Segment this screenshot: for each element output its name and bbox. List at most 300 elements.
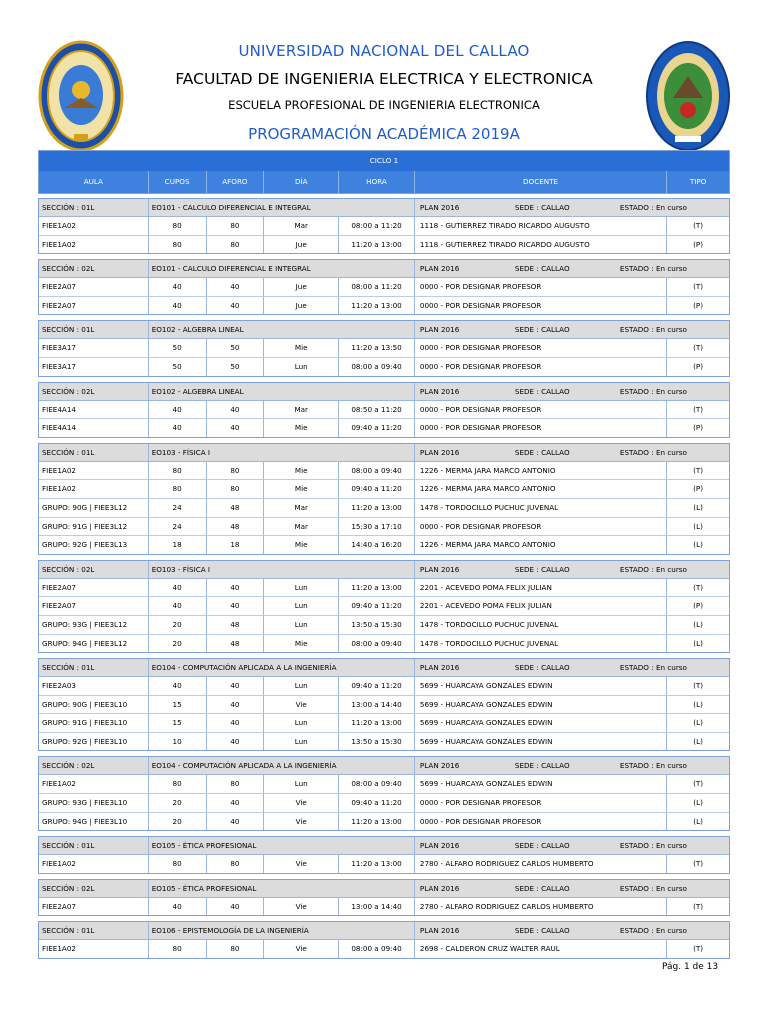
section-meta: [415, 880, 729, 897]
cell-tipo: (T): [693, 901, 704, 911]
cell-hora: 11:20 a 13:50: [339, 339, 415, 357]
cell-docente: 0000 - POR DESIGNAR PROFESOR: [415, 518, 667, 536]
section-header-row: [39, 199, 729, 217]
cell-cupos: 15: [149, 696, 207, 714]
cell-docente: 0000 - POR DESIGNAR PROFESOR: [415, 297, 667, 315]
cell-tipo: (L): [693, 521, 703, 531]
cell-tipo: (L): [693, 638, 703, 648]
cell-dia: Mie: [264, 480, 339, 498]
course-section-block: [38, 560, 730, 653]
column-header-tipo: TIPO: [689, 177, 707, 186]
cell-cupos: 80: [149, 236, 207, 254]
sede-label: SEDE : CALLAO: [514, 325, 570, 335]
cell-tipo: (T): [693, 681, 704, 691]
cell-docente: 5699 - HUARCAYA GONZALES EDWIN: [415, 733, 667, 751]
cell-tipo: (T): [693, 343, 704, 353]
cell-tipo: (L): [693, 699, 703, 709]
cell-aula: GRUPO: 92G | FIEE3L13: [39, 536, 149, 554]
cell-hora: 09:40 a 11:20: [339, 419, 415, 437]
cell-docente: 2780 - ALFARO RODRIGUEZ CARLOS HUMBERTO: [415, 898, 667, 916]
cell-aula: FIEE1A02: [39, 775, 149, 793]
cell-cupos: 20: [149, 794, 207, 812]
sede-label: SEDE : CALLAO: [514, 926, 570, 936]
cell-aula: FIEE1A02: [39, 940, 149, 958]
estado-label: ESTADO : En curso: [619, 264, 687, 274]
cell-hora: 08:00 a 11:20: [339, 278, 415, 296]
cell-aforo: 80: [207, 855, 265, 873]
page-title: PROGRAMACIÓN ACADÉMICA 2019A: [248, 125, 520, 143]
cell-aforo: 80: [207, 940, 265, 958]
sede-label: SEDE : CALLAO: [514, 264, 570, 274]
page-number: Pág. 1 de 13: [662, 962, 719, 972]
cell-tipo: (L): [693, 736, 703, 746]
section-meta: [415, 444, 729, 461]
cell-tipo: (L): [693, 816, 703, 826]
course-name: EO101 - CALCULO DIFERENCIAL E INTEGRAL: [149, 260, 415, 277]
column-header-row: [39, 171, 729, 193]
cell-aula: FIEE3A17: [39, 339, 149, 357]
sede-label: SEDE : CALLAO: [514, 663, 570, 673]
cell-hora: 13:00 a 14:40: [339, 696, 415, 714]
cell-aula: GRUPO: 93G | FIEE3L12: [39, 616, 149, 634]
column-header-aforo: AFORO: [207, 171, 265, 193]
section-code: SECCIÓN : 01L: [39, 837, 149, 854]
section-code: SECCIÓN : 02L: [39, 260, 149, 277]
cell-tipo: (T): [693, 282, 704, 292]
cell-hora: 13:00 a 14:40: [339, 898, 415, 916]
cell-aula: FIEE2A03: [39, 677, 149, 695]
table-row: [39, 733, 729, 751]
plan-label: PLAN 2016: [419, 264, 460, 274]
cell-dia: Mie: [264, 635, 339, 653]
faculty-name: FACULTAD DE INGENIERIA ELECTRICA Y ELECTRONICA: [175, 70, 593, 88]
cell-aforo: 40: [207, 794, 265, 812]
cell-dia: Lun: [264, 775, 339, 793]
cell-dia: Mie: [264, 536, 339, 554]
cell-cupos: 50: [149, 339, 207, 357]
cell-hora: 08:00 a 11:20: [339, 217, 415, 235]
cell-cupos: 40: [149, 419, 207, 437]
table-row: [39, 714, 729, 733]
plan-label: PLAN 2016: [419, 883, 460, 893]
course-name: EO105 - ÉTICA PROFESIONAL: [149, 880, 415, 897]
section-meta: [415, 561, 729, 578]
cell-aula: FIEE1A02: [39, 217, 149, 235]
cell-dia: Lun: [264, 677, 339, 695]
cell-docente: 2201 - ACEVEDO POMA FELIX JULIAN: [415, 597, 667, 615]
cell-cupos: 15: [149, 714, 207, 732]
cell-aforo: 48: [207, 499, 265, 517]
table-row: [39, 813, 729, 831]
cell-dia: Vie: [264, 696, 339, 714]
cell-docente: 0000 - POR DESIGNAR PROFESOR: [415, 401, 667, 419]
cell-hora: 09:40 a 11:20: [339, 677, 415, 695]
plan-label: PLAN 2016: [419, 564, 460, 574]
cell-dia: Lun: [264, 714, 339, 732]
cell-cupos: 24: [149, 518, 207, 536]
cell-cupos: 50: [149, 358, 207, 376]
section-header-row: [39, 321, 729, 339]
cell-cupos: 18: [149, 536, 207, 554]
table-row: [39, 775, 729, 794]
cell-aula: FIEE2A07: [39, 278, 149, 296]
cell-dia: Lun: [264, 733, 339, 751]
course-section-block: [38, 836, 730, 874]
cell-aforo: 40: [207, 579, 265, 597]
cell-tipo: (L): [693, 540, 703, 550]
cell-cupos: 20: [149, 813, 207, 831]
course-sections: [38, 198, 730, 959]
table-row: [39, 462, 729, 481]
cell-docente: 2698 - CALDERON CRUZ WALTER RAUL: [415, 940, 667, 958]
table-row: [39, 898, 729, 916]
section-meta: [415, 321, 729, 338]
cell-tipo: (T): [693, 859, 704, 869]
cell-aula: GRUPO: 91G | FIEE3L12: [39, 518, 149, 536]
cell-hora: 13:50 a 15:30: [339, 733, 415, 751]
cell-hora: 11:20 a 13:00: [339, 579, 415, 597]
cell-tipo: (L): [693, 718, 703, 728]
cell-docente: 0000 - POR DESIGNAR PROFESOR: [415, 339, 667, 357]
cell-aforo: 80: [207, 480, 265, 498]
cell-cupos: 24: [149, 499, 207, 517]
cell-tipo: (T): [693, 221, 704, 230]
cell-dia: Jue: [264, 236, 339, 254]
table-row: [39, 358, 729, 376]
cell-hora: 08:00 a 09:40: [339, 940, 415, 958]
cell-aula: FIEE2A07: [39, 898, 149, 916]
plan-label: PLAN 2016: [419, 325, 460, 335]
cell-tipo: (T): [693, 779, 704, 789]
cell-aula: GRUPO: 92G | FIEE3L10: [39, 733, 149, 751]
cell-cupos: 40: [149, 278, 207, 296]
course-section-block: [38, 658, 730, 751]
section-code: SECCIÓN : 02L: [39, 757, 149, 774]
cell-hora: 11:20 a 13:00: [339, 855, 415, 873]
course-section-block: [38, 320, 730, 376]
cell-aula: FIEE1A02: [39, 236, 149, 254]
cell-cupos: 80: [149, 855, 207, 873]
cell-docente: 5699 - HUARCAYA GONZALES EDWIN: [415, 696, 667, 714]
course-section-block: [38, 879, 730, 917]
section-code: SECCIÓN : 01L: [39, 199, 149, 216]
cell-tipo: (T): [693, 582, 704, 592]
section-meta: [415, 922, 729, 939]
cell-aforo: 80: [207, 217, 265, 235]
cell-hora: 08:00 a 09:40: [339, 775, 415, 793]
plan-label: PLAN 2016: [419, 447, 460, 457]
section-meta: [415, 757, 729, 774]
table-row: [39, 518, 729, 537]
cell-cupos: 40: [149, 597, 207, 615]
cell-tipo: (P): [693, 484, 704, 494]
sede-label: SEDE : CALLAO: [514, 761, 570, 771]
cell-dia: Vie: [264, 813, 339, 831]
cell-hora: 08:00 a 09:40: [339, 462, 415, 480]
cell-aforo: 80: [207, 775, 265, 793]
section-code: SECCIÓN : 01L: [39, 444, 149, 461]
cell-tipo: (P): [693, 361, 704, 371]
cell-aforo: 40: [207, 597, 265, 615]
cell-aula: FIEE1A02: [39, 462, 149, 480]
cell-aforo: 48: [207, 616, 265, 634]
course-section-block: [38, 259, 730, 315]
cell-hora: 09:40 a 11:20: [339, 480, 415, 498]
cell-docente: 0000 - POR DESIGNAR PROFESOR: [415, 278, 667, 296]
section-header-row: [39, 659, 729, 677]
cell-docente: 1118 - GUTIERREZ TIRADO RICARDO AUGUSTO: [415, 217, 667, 235]
university-name: UNIVERSIDAD NACIONAL DEL CALLAO: [238, 42, 530, 60]
plan-label: PLAN 2016: [419, 926, 460, 936]
cell-aula: FIEE1A02: [39, 480, 149, 498]
table-row: [39, 480, 729, 499]
cell-dia: Mie: [264, 462, 339, 480]
cell-dia: Mar: [264, 401, 339, 419]
section-header-row: [39, 444, 729, 462]
estado-label: ESTADO : En curso: [619, 883, 687, 893]
table-row: [39, 696, 729, 715]
section-meta: [415, 260, 729, 277]
cell-docente: 5699 - HUARCAYA GONZALES EDWIN: [415, 775, 667, 793]
cell-tipo: (T): [693, 465, 704, 475]
sede-label: SEDE : CALLAO: [514, 447, 570, 457]
course-name: EO104 - COMPUTACIÓN APLICADA A LA INGENIERÍA: [149, 757, 415, 774]
cell-dia: Lun: [264, 616, 339, 634]
cell-aula: GRUPO: 94G | FIEE3L10: [39, 813, 149, 831]
cell-aforo: 40: [207, 733, 265, 751]
estado-label: ESTADO : En curso: [619, 926, 687, 936]
cell-dia: Vie: [264, 940, 339, 958]
cell-cupos: 40: [149, 297, 207, 315]
cell-aforo: 40: [207, 297, 265, 315]
cell-docente: 2201 - ACEVEDO POMA FELIX JULIAN: [415, 579, 667, 597]
cell-aula: FIEE2A07: [39, 579, 149, 597]
cell-dia: Mie: [264, 339, 339, 357]
section-code: SECCIÓN : 02L: [39, 383, 149, 400]
cell-aforo: 40: [207, 677, 265, 695]
cell-aula: GRUPO: 94G | FIEE3L12: [39, 635, 149, 653]
estado-label: ESTADO : En curso: [619, 663, 687, 673]
column-header-hora: HORA: [339, 171, 415, 193]
cycle-title: CICLO 1: [39, 151, 729, 171]
cell-hora: 09:40 a 11:20: [339, 597, 415, 615]
course-section-block: [38, 198, 730, 254]
table-row: [39, 635, 729, 653]
course-section-block: [38, 382, 730, 438]
cell-aforo: 18: [207, 536, 265, 554]
sede-label: SEDE : CALLAO: [514, 203, 570, 212]
cell-cupos: 80: [149, 480, 207, 498]
table-row: [39, 236, 729, 254]
cell-dia: Vie: [264, 898, 339, 916]
cell-aforo: 80: [207, 236, 265, 254]
table-row: [39, 855, 729, 873]
cell-docente: 0000 - POR DESIGNAR PROFESOR: [415, 358, 667, 376]
cell-tipo: (L): [693, 798, 703, 808]
sede-label: SEDE : CALLAO: [514, 883, 570, 893]
table-row: [39, 616, 729, 635]
cell-tipo: (P): [693, 601, 704, 611]
cell-aula: FIEE3A17: [39, 358, 149, 376]
cell-aforo: 48: [207, 635, 265, 653]
cell-aforo: 50: [207, 339, 265, 357]
cell-dia: Mar: [264, 217, 339, 235]
course-name: EO102 - ALGEBRA LINEAL: [149, 383, 415, 400]
section-header-row: [39, 260, 729, 278]
cell-cupos: 40: [149, 401, 207, 419]
table-row: [39, 401, 729, 420]
cell-aula: GRUPO: 90G | FIEE3L10: [39, 696, 149, 714]
cell-hora: 08:00 a 09:40: [339, 635, 415, 653]
plan-label: PLAN 2016: [419, 203, 460, 212]
cell-dia: Jue: [264, 297, 339, 315]
cell-aforo: 50: [207, 358, 265, 376]
cell-hora: 09:40 a 11:20: [339, 794, 415, 812]
cell-hora: 11:20 a 13:00: [339, 236, 415, 254]
section-meta: [415, 199, 729, 216]
cell-dia: Vie: [264, 794, 339, 812]
plan-label: PLAN 2016: [419, 386, 460, 396]
estado-label: ESTADO : En curso: [619, 203, 687, 212]
cell-hora: 11:20 a 13:00: [339, 813, 415, 831]
cell-docente: 5699 - HUARCAYA GONZALES EDWIN: [415, 677, 667, 695]
course-section-block: [38, 756, 730, 831]
cell-docente: 5699 - HUARCAYA GONZALES EDWIN: [415, 714, 667, 732]
column-header-aula: AULA: [39, 171, 149, 193]
cell-hora: 14:40 a 16:20: [339, 536, 415, 554]
cell-aula: FIEE1A02: [39, 855, 149, 873]
cell-docente: 1226 - MERMA JARA MARCO ANTONIO: [415, 536, 667, 554]
course-name: EO103 - FÍSICA I: [149, 561, 415, 578]
cell-hora: 13:50 a 15:30: [339, 616, 415, 634]
column-header-cupos: CUPOS: [149, 171, 207, 193]
cell-hora: 08:00 a 09:40: [339, 358, 415, 376]
cell-tipo: (T): [693, 404, 704, 414]
column-header-docente: DOCENTE: [415, 171, 667, 193]
table-row: [39, 297, 729, 315]
cell-docente: 1226 - MERMA JARA MARCO ANTONIO: [415, 480, 667, 498]
estado-label: ESTADO : En curso: [619, 325, 687, 335]
table-row: [39, 419, 729, 437]
school-name: ESCUELA PROFESIONAL DE INGENIERIA ELECTRONICA: [228, 98, 540, 112]
cell-cupos: 10: [149, 733, 207, 751]
table-row: [39, 597, 729, 616]
cell-tipo: (P): [693, 239, 704, 249]
section-code: SECCIÓN : 02L: [39, 880, 149, 897]
estado-label: ESTADO : En curso: [619, 447, 687, 457]
cell-hora: 11:20 a 13:00: [339, 714, 415, 732]
cell-dia: Lun: [264, 579, 339, 597]
course-name: EO102 - ALGEBRA LINEAL: [149, 321, 415, 338]
cell-cupos: 80: [149, 217, 207, 235]
cell-dia: Lun: [264, 597, 339, 615]
sede-label: SEDE : CALLAO: [514, 841, 570, 851]
cell-cupos: 80: [149, 462, 207, 480]
section-header-row: [39, 757, 729, 775]
table-row: [39, 536, 729, 554]
cell-docente: 1478 - TORDOCILLO PUCHUC JUVENAL: [415, 499, 667, 517]
section-header-row: [39, 383, 729, 401]
section-code: SECCIÓN : 01L: [39, 922, 149, 939]
estado-label: ESTADO : En curso: [619, 761, 687, 771]
section-meta: [415, 837, 729, 854]
cell-docente: 0000 - POR DESIGNAR PROFESOR: [415, 794, 667, 812]
section-code: SECCIÓN : 01L: [39, 659, 149, 676]
estado-label: ESTADO : En curso: [619, 564, 687, 574]
cell-aforo: 40: [207, 419, 265, 437]
estado-label: ESTADO : En curso: [619, 386, 687, 396]
section-header-row: [39, 837, 729, 855]
section-meta: [415, 383, 729, 400]
cell-aforo: 40: [207, 696, 265, 714]
cell-aforo: 40: [207, 278, 265, 296]
cell-hora: 08:50 a 11:20: [339, 401, 415, 419]
table-row: [39, 499, 729, 518]
cell-docente: 0000 - POR DESIGNAR PROFESOR: [415, 813, 667, 831]
plan-label: PLAN 2016: [419, 841, 460, 851]
course-section-block: [38, 921, 730, 959]
cell-aforo: 40: [207, 401, 265, 419]
course-name: EO106 - EPISTEMOLOGÍA DE LA INGENIERÍA: [149, 922, 415, 939]
cell-aforo: 48: [207, 518, 265, 536]
estado-label: ESTADO : En curso: [619, 841, 687, 851]
course-name: EO105 - ÉTICA PROFESIONAL: [149, 837, 415, 854]
cell-cupos: 80: [149, 940, 207, 958]
cell-hora: 15:30 a 17:10: [339, 518, 415, 536]
section-header-row: [39, 880, 729, 898]
cell-dia: Jue: [264, 278, 339, 296]
cell-aula: FIEE4A14: [39, 401, 149, 419]
cell-docente: 1118 - GUTIERREZ TIRADO RICARDO AUGUSTO: [415, 236, 667, 254]
cell-docente: 1478 - TORDOCILLO PUCHUC JUVENAL: [415, 635, 667, 653]
plan-label: PLAN 2016: [419, 663, 460, 673]
cell-cupos: 80: [149, 775, 207, 793]
sede-label: SEDE : CALLAO: [514, 386, 570, 396]
table-row: [39, 579, 729, 598]
course-name: EO103 - FÍSICA I: [149, 444, 415, 461]
cell-aforo: 80: [207, 462, 265, 480]
cell-dia: Vie: [264, 855, 339, 873]
course-name: EO101 - CALCULO DIFERENCIAL E INTEGRAL: [149, 199, 415, 216]
plan-label: PLAN 2016: [419, 761, 460, 771]
course-name: EO104 - COMPUTACIÓN APLICADA A LA INGENIERÍA: [149, 659, 415, 676]
cell-docente: 0000 - POR DESIGNAR PROFESOR: [415, 419, 667, 437]
cell-aula: FIEE2A07: [39, 297, 149, 315]
cell-aforo: 40: [207, 813, 265, 831]
section-header-row: [39, 561, 729, 579]
cell-dia: Lun: [264, 358, 339, 376]
cell-cupos: 40: [149, 677, 207, 695]
table-row: [39, 278, 729, 297]
schedule-table: [38, 150, 730, 964]
cell-tipo: (L): [693, 502, 703, 512]
cell-aforo: 40: [207, 898, 265, 916]
cell-cupos: 40: [149, 579, 207, 597]
cell-hora: 11:20 a 13:00: [339, 297, 415, 315]
cell-cupos: 20: [149, 635, 207, 653]
cell-cupos: 20: [149, 616, 207, 634]
cell-docente: 1226 - MERMA JARA MARCO ANTONIO: [415, 462, 667, 480]
cell-aula: GRUPO: 90G | FIEE3L12: [39, 499, 149, 517]
cell-hora: 11:20 a 13:00: [339, 499, 415, 517]
cell-aula: FIEE4A14: [39, 419, 149, 437]
cell-dia: Mar: [264, 499, 339, 517]
cell-docente: 1478 - TORDOCILLO PUCHUC JUVENAL: [415, 616, 667, 634]
cell-aula: FIEE2A07: [39, 597, 149, 615]
table-row: [39, 339, 729, 358]
section-code: SECCIÓN : 02L: [39, 561, 149, 578]
section-meta: [415, 659, 729, 676]
